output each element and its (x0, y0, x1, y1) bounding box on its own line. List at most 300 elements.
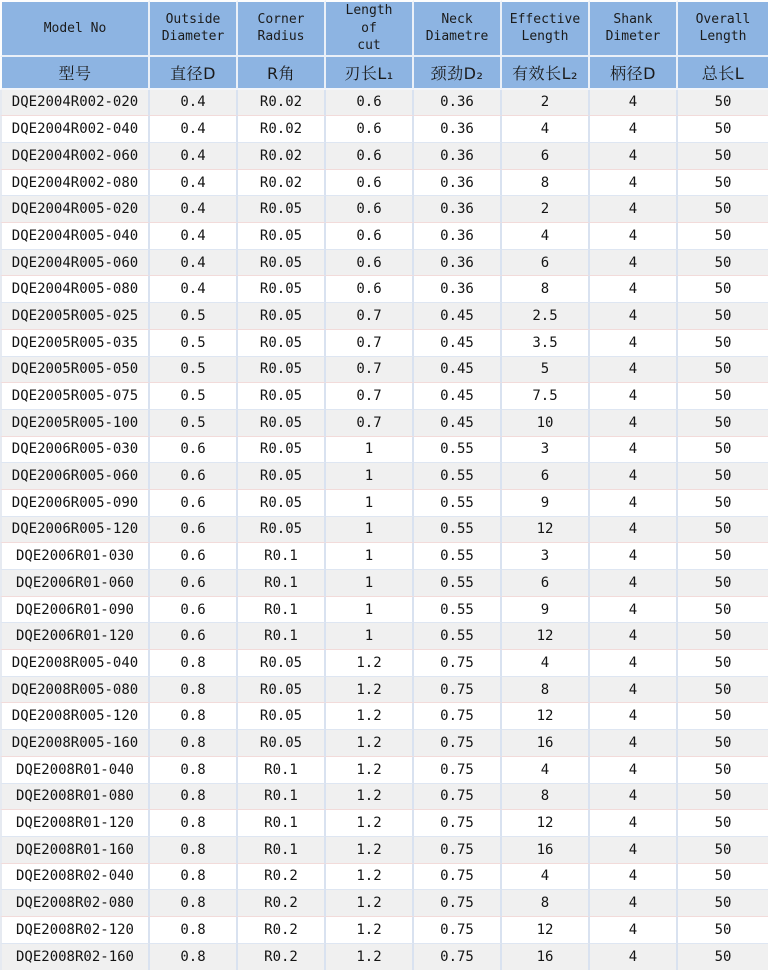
value-cell: 0.6 (150, 570, 238, 597)
value-cell: 0.7 (326, 383, 414, 410)
value-cell: 0.6 (326, 196, 414, 223)
value-cell: 4 (590, 570, 678, 597)
model-no-cell: DQE2006R005-030 (0, 437, 150, 464)
value-cell: 1 (326, 543, 414, 570)
model-no-cell: DQE2008R005-040 (0, 650, 150, 677)
table-row (0, 170, 768, 197)
value-cell: 0.7 (326, 330, 414, 357)
value-cell: 0.4 (150, 116, 238, 143)
header-cell-zh-7: 总长L (678, 57, 768, 90)
model-no-cell: DQE2008R01-120 (0, 810, 150, 837)
value-cell: 4 (590, 437, 678, 464)
table-row (0, 597, 768, 624)
value-cell: 0.36 (414, 90, 502, 117)
value-cell: 3 (502, 543, 590, 570)
value-cell: 0.6 (150, 463, 238, 490)
model-no-cell: DQE2006R005-090 (0, 490, 150, 517)
value-cell: R0.02 (238, 143, 326, 170)
value-cell: 4 (590, 597, 678, 624)
value-cell: 0.8 (150, 757, 238, 784)
table-row (0, 90, 768, 117)
header-cell-en-4 (414, 0, 502, 57)
model-no-cell: DQE2005R005-025 (0, 303, 150, 330)
table-row (0, 517, 768, 544)
value-cell: 0.45 (414, 410, 502, 437)
value-cell: 50 (678, 223, 768, 250)
table-row (0, 917, 768, 944)
header-word: Overall (695, 11, 751, 27)
value-cell: 4 (590, 517, 678, 544)
value-cell: 50 (678, 810, 768, 837)
table-row (0, 276, 768, 303)
header-cell-zh-2: R角 (238, 57, 326, 90)
header-word: Radius (257, 29, 305, 45)
header-cell-zh-4: 颈劲D₂ (414, 57, 502, 90)
value-cell: 0.45 (414, 357, 502, 384)
value-cell: 1.2 (326, 730, 414, 757)
value-cell: 1 (326, 437, 414, 464)
value-cell: 0.75 (414, 864, 502, 891)
value-cell: R0.05 (238, 330, 326, 357)
value-cell: 12 (502, 917, 590, 944)
value-cell: 0.6 (150, 543, 238, 570)
value-cell: 6 (502, 250, 590, 277)
value-cell: 0.8 (150, 864, 238, 891)
value-cell: 0.8 (150, 650, 238, 677)
value-cell: 0.45 (414, 383, 502, 410)
value-cell: 0.75 (414, 837, 502, 864)
table-row (0, 890, 768, 917)
header-word: Corner (257, 11, 305, 27)
model-no-cell: DQE2006R01-030 (0, 543, 150, 570)
model-no-cell: DQE2008R01-080 (0, 784, 150, 811)
value-cell: 4 (590, 383, 678, 410)
header-word: Effective (509, 11, 581, 27)
value-cell: 0.75 (414, 757, 502, 784)
value-cell: 50 (678, 543, 768, 570)
table-row (0, 864, 768, 891)
value-cell: 0.36 (414, 223, 502, 250)
value-cell: 0.55 (414, 490, 502, 517)
table-row (0, 250, 768, 277)
value-cell: 1.2 (326, 890, 414, 917)
value-cell: 50 (678, 623, 768, 650)
value-cell: 50 (678, 917, 768, 944)
model-no-cell: DQE2006R01-060 (0, 570, 150, 597)
table-header (0, 0, 768, 90)
value-cell: 0.4 (150, 223, 238, 250)
table-row (0, 463, 768, 490)
value-cell: 4 (590, 90, 678, 117)
value-cell: 7.5 (502, 383, 590, 410)
header-word: Diameter (161, 29, 225, 45)
value-cell: 0.8 (150, 837, 238, 864)
value-cell: 0.36 (414, 170, 502, 197)
value-cell: 50 (678, 864, 768, 891)
value-cell: 1 (326, 490, 414, 517)
value-cell: 1.2 (326, 810, 414, 837)
value-cell: 0.75 (414, 703, 502, 730)
value-cell: 50 (678, 837, 768, 864)
value-cell: 4 (590, 890, 678, 917)
header-cell-en-0: Model No (0, 0, 150, 57)
header-word: Dimeter (605, 29, 661, 45)
value-cell: 50 (678, 196, 768, 223)
value-cell: R0.05 (238, 250, 326, 277)
value-cell: 50 (678, 383, 768, 410)
value-cell: 16 (502, 944, 590, 970)
value-cell: 6 (502, 463, 590, 490)
table-row (0, 650, 768, 677)
value-cell: 1.2 (326, 650, 414, 677)
value-cell: 4 (590, 357, 678, 384)
value-cell: 8 (502, 890, 590, 917)
value-cell: R0.05 (238, 730, 326, 757)
value-cell: 0.6 (150, 597, 238, 624)
value-cell: 0.45 (414, 303, 502, 330)
value-cell: 0.6 (326, 116, 414, 143)
value-cell: R0.1 (238, 784, 326, 811)
header-cell-en-2 (238, 0, 326, 57)
value-cell: 0.8 (150, 944, 238, 970)
value-cell: R0.1 (238, 757, 326, 784)
value-cell: 0.6 (150, 490, 238, 517)
value-cell: 50 (678, 597, 768, 624)
model-no-cell: DQE2008R005-080 (0, 677, 150, 704)
value-cell: 4 (590, 463, 678, 490)
value-cell: 0.7 (326, 357, 414, 384)
value-cell: 2 (502, 90, 590, 117)
header-cell-en-5 (502, 0, 590, 57)
value-cell: 4 (590, 784, 678, 811)
value-cell: R0.1 (238, 810, 326, 837)
model-no-cell: DQE2005R005-075 (0, 383, 150, 410)
table-row (0, 410, 768, 437)
value-cell: 9 (502, 597, 590, 624)
model-no-cell: DQE2004R005-040 (0, 223, 150, 250)
value-cell: 4 (590, 116, 678, 143)
value-cell: 0.75 (414, 784, 502, 811)
header-cell-zh-5: 有效长L₂ (502, 57, 590, 90)
value-cell: 0.7 (326, 303, 414, 330)
value-cell: 0.8 (150, 810, 238, 837)
value-cell: R0.1 (238, 597, 326, 624)
value-cell: 50 (678, 276, 768, 303)
value-cell: 4 (590, 623, 678, 650)
value-cell: 50 (678, 410, 768, 437)
value-cell: 50 (678, 944, 768, 970)
value-cell: 4 (590, 276, 678, 303)
value-cell: R0.1 (238, 623, 326, 650)
value-cell: R0.05 (238, 677, 326, 704)
value-cell: 0.55 (414, 517, 502, 544)
model-no-cell: DQE2004R005-060 (0, 250, 150, 277)
header-word: Diametre (425, 29, 489, 45)
value-cell: R0.05 (238, 490, 326, 517)
table-row (0, 223, 768, 250)
value-cell: 1.2 (326, 944, 414, 970)
value-cell: 0.8 (150, 890, 238, 917)
value-cell: 4 (590, 170, 678, 197)
value-cell: 4 (590, 303, 678, 330)
model-no-cell: DQE2005R005-035 (0, 330, 150, 357)
value-cell: 1.2 (326, 864, 414, 891)
value-cell: R0.05 (238, 383, 326, 410)
value-cell: 50 (678, 890, 768, 917)
value-cell: 0.36 (414, 276, 502, 303)
value-cell: 0.45 (414, 330, 502, 357)
model-no-cell: DQE2008R02-040 (0, 864, 150, 891)
table-row (0, 357, 768, 384)
header-word: Outside (165, 11, 221, 27)
model-no-cell: DQE2006R01-090 (0, 597, 150, 624)
value-cell: 4 (590, 196, 678, 223)
value-cell: 4 (590, 730, 678, 757)
value-cell: 0.55 (414, 570, 502, 597)
value-cell: 0.6 (150, 437, 238, 464)
table-row (0, 757, 768, 784)
value-cell: 0.4 (150, 276, 238, 303)
value-cell: 0.6 (326, 170, 414, 197)
value-cell: 0.5 (150, 357, 238, 384)
value-cell: 8 (502, 276, 590, 303)
value-cell: 6 (502, 143, 590, 170)
value-cell: 50 (678, 303, 768, 330)
value-cell: 50 (678, 757, 768, 784)
value-cell: 10 (502, 410, 590, 437)
value-cell: R0.05 (238, 196, 326, 223)
value-cell: 50 (678, 90, 768, 117)
value-cell: R0.02 (238, 116, 326, 143)
value-cell: 0.6 (326, 250, 414, 277)
value-cell: 4 (590, 490, 678, 517)
value-cell: 50 (678, 784, 768, 811)
table-row (0, 570, 768, 597)
value-cell: 4 (590, 223, 678, 250)
value-cell: 8 (502, 170, 590, 197)
value-cell: 4 (590, 677, 678, 704)
value-cell: 50 (678, 730, 768, 757)
value-cell: R0.05 (238, 357, 326, 384)
value-cell: 4 (502, 757, 590, 784)
header-cell-en-7 (678, 0, 768, 57)
value-cell: R0.05 (238, 517, 326, 544)
value-cell: 50 (678, 330, 768, 357)
value-cell: 1 (326, 597, 414, 624)
header-word: Length (521, 29, 569, 45)
value-cell: 50 (678, 250, 768, 277)
value-cell: R0.05 (238, 276, 326, 303)
value-cell: 0.36 (414, 196, 502, 223)
value-cell: 50 (678, 357, 768, 384)
header-row-chinese (0, 57, 768, 90)
value-cell: 16 (502, 730, 590, 757)
table-row (0, 330, 768, 357)
model-no-cell: DQE2008R005-120 (0, 703, 150, 730)
table-row (0, 730, 768, 757)
table-row (0, 784, 768, 811)
value-cell: 0.8 (150, 784, 238, 811)
value-cell: 50 (678, 570, 768, 597)
value-cell: 1 (326, 517, 414, 544)
value-cell: 3.5 (502, 330, 590, 357)
model-no-cell: DQE2004R005-080 (0, 276, 150, 303)
value-cell: 1.2 (326, 917, 414, 944)
value-cell: 12 (502, 810, 590, 837)
model-no-cell: DQE2008R02-120 (0, 917, 150, 944)
model-no-cell: DQE2006R005-120 (0, 517, 150, 544)
header-word: cut (357, 38, 381, 54)
model-no-cell: DQE2008R005-160 (0, 730, 150, 757)
value-cell: 50 (678, 677, 768, 704)
value-cell: 0.55 (414, 463, 502, 490)
header-word: Length (345, 3, 393, 18)
value-cell: 0.6 (326, 143, 414, 170)
table-row (0, 703, 768, 730)
value-cell: R0.02 (238, 90, 326, 117)
model-no-cell: DQE2006R005-060 (0, 463, 150, 490)
value-cell: R0.05 (238, 703, 326, 730)
value-cell: 0.75 (414, 810, 502, 837)
header-cell-zh-3: 刃长L₁ (326, 57, 414, 90)
value-cell: R0.1 (238, 570, 326, 597)
table-row (0, 543, 768, 570)
value-cell: 4 (590, 703, 678, 730)
value-cell: R0.05 (238, 410, 326, 437)
value-cell: 12 (502, 703, 590, 730)
value-cell: 0.36 (414, 143, 502, 170)
value-cell: 0.8 (150, 677, 238, 704)
value-cell: 0.4 (150, 90, 238, 117)
value-cell: 0.5 (150, 383, 238, 410)
value-cell: 1 (326, 463, 414, 490)
value-cell: 0.8 (150, 703, 238, 730)
value-cell: 9 (502, 490, 590, 517)
value-cell: 0.5 (150, 410, 238, 437)
value-cell: R0.05 (238, 223, 326, 250)
model-no-cell: DQE2005R005-050 (0, 357, 150, 384)
value-cell: 50 (678, 437, 768, 464)
value-cell: 0.75 (414, 677, 502, 704)
header-cell-zh-1: 直径D (150, 57, 238, 90)
value-cell: 4 (590, 250, 678, 277)
value-cell: 4 (590, 410, 678, 437)
header-cell-en-3 (326, 0, 414, 57)
value-cell: 4 (590, 650, 678, 677)
value-cell: 50 (678, 517, 768, 544)
value-cell: R0.1 (238, 837, 326, 864)
model-no-cell: DQE2004R002-020 (0, 90, 150, 117)
value-cell: 4 (590, 757, 678, 784)
value-cell: 1.2 (326, 757, 414, 784)
value-cell: 50 (678, 463, 768, 490)
table-row (0, 437, 768, 464)
header-cell-en-1 (150, 0, 238, 57)
table-row (0, 383, 768, 410)
header-cell-zh-0: 型号 (0, 57, 150, 90)
value-cell: 1.2 (326, 677, 414, 704)
table-row (0, 810, 768, 837)
value-cell: 0.75 (414, 730, 502, 757)
value-cell: 50 (678, 170, 768, 197)
value-cell: R0.05 (238, 650, 326, 677)
model-no-cell: DQE2004R002-080 (0, 170, 150, 197)
value-cell: 0.75 (414, 890, 502, 917)
value-cell: 0.4 (150, 250, 238, 277)
table-row (0, 677, 768, 704)
model-no-cell: DQE2008R01-040 (0, 757, 150, 784)
value-cell: 4 (590, 837, 678, 864)
header-word: Shank (613, 11, 653, 27)
value-cell: 0.36 (414, 116, 502, 143)
value-cell: 0.8 (150, 917, 238, 944)
table-body (0, 90, 768, 970)
value-cell: 3 (502, 437, 590, 464)
value-cell: 0.75 (414, 650, 502, 677)
value-cell: 4 (590, 944, 678, 970)
value-cell: 0.6 (326, 276, 414, 303)
value-cell: R0.02 (238, 170, 326, 197)
value-cell: 0.7 (326, 410, 414, 437)
value-cell: R0.05 (238, 463, 326, 490)
table-row (0, 196, 768, 223)
value-cell: 4 (590, 330, 678, 357)
value-cell: R0.2 (238, 864, 326, 891)
value-cell: 0.4 (150, 143, 238, 170)
value-cell: 50 (678, 703, 768, 730)
header-cell-zh-6: 柄径D (590, 57, 678, 90)
value-cell: 2.5 (502, 303, 590, 330)
value-cell: 0.55 (414, 437, 502, 464)
table-row (0, 303, 768, 330)
table-row (0, 116, 768, 143)
value-cell: 0.4 (150, 196, 238, 223)
value-cell: 0.5 (150, 330, 238, 357)
value-cell: 2 (502, 196, 590, 223)
header-cell-en-6 (590, 0, 678, 57)
model-no-cell: DQE2006R01-120 (0, 623, 150, 650)
value-cell: 5 (502, 357, 590, 384)
value-cell: 4 (590, 143, 678, 170)
value-cell: 0.55 (414, 597, 502, 624)
value-cell: 0.36 (414, 250, 502, 277)
value-cell: 4 (590, 543, 678, 570)
table-row (0, 490, 768, 517)
value-cell: 16 (502, 837, 590, 864)
model-no-cell: DQE2008R01-160 (0, 837, 150, 864)
value-cell: R0.2 (238, 944, 326, 970)
value-cell: 0.6 (326, 223, 414, 250)
value-cell: R0.05 (238, 303, 326, 330)
table-row (0, 143, 768, 170)
value-cell: 1 (326, 570, 414, 597)
value-cell: 4 (590, 810, 678, 837)
value-cell: 8 (502, 784, 590, 811)
value-cell: 1.2 (326, 837, 414, 864)
value-cell: 50 (678, 143, 768, 170)
value-cell: 0.55 (414, 623, 502, 650)
value-cell: 12 (502, 623, 590, 650)
table-row (0, 623, 768, 650)
model-no-cell: DQE2004R002-060 (0, 143, 150, 170)
header-row-english (0, 0, 768, 57)
value-cell: 0.4 (150, 170, 238, 197)
header-word: Neck (441, 11, 473, 27)
value-cell: 50 (678, 116, 768, 143)
model-no-cell: DQE2008R02-080 (0, 890, 150, 917)
model-no-cell: DQE2004R005-020 (0, 196, 150, 223)
table-row (0, 944, 768, 970)
